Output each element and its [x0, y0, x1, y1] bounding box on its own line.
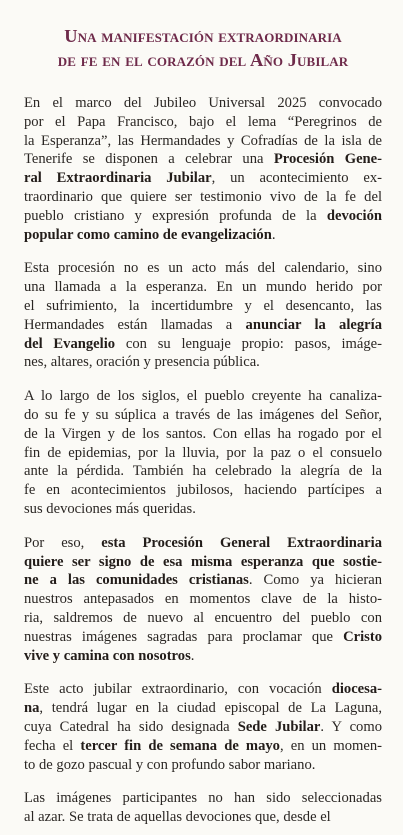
emphasis-text: anunciar la alegría: [245, 316, 383, 333]
text-run: . Como ya hicieran: [248, 572, 382, 589]
text-line: [24, 169, 382, 188]
text-run: Tenerife se disponen a celebrar una: [24, 151, 274, 168]
emphasis-text: devoción: [326, 207, 382, 224]
text-line: [24, 553, 382, 572]
text-run: nuestras imágenes sagradas para proclamar que: [24, 628, 344, 645]
article-body: [24, 94, 382, 827]
text-run: una llamada a la esperanza. En un mundo herido por: [24, 279, 382, 296]
text-run: to de gozo pascual y con profundo sabor mariano.: [24, 756, 316, 773]
text-run: . Y como: [320, 718, 382, 735]
emphasis-text: esta Procesión General Extraordinaria: [101, 534, 382, 551]
text-run: En el marco del Jubileo Universal 2025 convocado: [24, 95, 382, 111]
text-line: [24, 406, 382, 425]
text-line: [24, 481, 382, 500]
text-run: al azar. Se trata de aquellas devociones que, desde el: [24, 809, 331, 826]
text-run: Este acto jubilar extraordinario, con vocación: [24, 681, 332, 698]
text-line: [24, 756, 382, 775]
paragraph: [24, 789, 382, 827]
text-run: fin de epidemias, por la lluvia, por la paz o el consuelo: [24, 444, 382, 461]
text-line: [24, 462, 382, 481]
paragraph: [24, 680, 382, 774]
text-run: Hermandades están llamadas a: [24, 316, 246, 333]
emphasis-text: tercer fin de semana de mayo: [80, 737, 280, 754]
text-line: [24, 387, 382, 406]
emphasis-text: na: [24, 700, 40, 717]
text-run: do su fe y su súplica a través de las imágenes del Señor,: [24, 406, 382, 423]
emphasis-text: quiere ser signo de esa misma esperanza que sostie-: [24, 553, 382, 570]
text-run: ante la pérdida. También ha celebrado la alegría de la: [24, 463, 382, 480]
text-line: [24, 609, 382, 628]
text-line: [24, 808, 382, 827]
paragraph: [24, 259, 382, 372]
text-run: sus devociones más queridas.: [24, 500, 196, 517]
text-line: [24, 699, 382, 718]
text-line: [24, 628, 382, 647]
emphasis-text: ral Extraordinaria Jubilar: [24, 170, 212, 187]
text-line: [24, 226, 382, 245]
text-run: ria, saldremos de nuevo al encuentro del pueblo con: [24, 609, 382, 626]
paragraph: [24, 94, 382, 244]
title-line-1: Una manifestación extraordinaria: [64, 26, 342, 46]
text-run: Las imágenes participantes no han sido seleccionadas: [24, 790, 382, 807]
text-run: .: [190, 647, 195, 664]
text-run: la Esperanza”, las Hermandades y Cofradías de la isla de: [24, 132, 382, 149]
text-line: [24, 188, 382, 207]
text-run: fe en acontecimientos jubilosos, haciendo partícipes a: [24, 482, 382, 499]
text-line: [24, 207, 382, 226]
text-line: [24, 500, 382, 519]
text-line: [24, 590, 382, 609]
text-run: nes, altares, oración y presencia pública.: [24, 354, 260, 371]
text-run: , un acontecimiento ex-: [211, 170, 382, 187]
text-line: [24, 737, 382, 756]
text-run: por el Papa Francisco, bajo el lema “Peregrinos de: [24, 113, 382, 130]
text-line: [24, 534, 382, 553]
paragraph: [24, 387, 382, 519]
emphasis-text: Sede Jubilar: [237, 718, 321, 735]
text-run: .: [271, 226, 276, 243]
emphasis-text: Cristo: [343, 628, 382, 645]
text-run: , en un momen-: [279, 737, 382, 754]
text-run: traordinario que quiere ser testimonio vivo de la fe del: [24, 188, 382, 205]
text-line: [24, 132, 382, 151]
text-line: [24, 680, 382, 699]
text-line: [24, 278, 382, 297]
text-line: [24, 718, 382, 737]
emphasis-text: ne a las comunidades cristianas: [24, 572, 249, 589]
text-run: de la Virgen y de los santos. Con ellas ha rogado por el: [24, 425, 382, 442]
text-run: , tendrá lugar en la ciudad episcopal de La Laguna,: [39, 700, 382, 717]
text-line: [24, 113, 382, 132]
text-run: A lo largo de los siglos, el pueblo creyente ha canaliza-: [24, 388, 382, 405]
text-line: [24, 150, 382, 169]
text-run: Esta procesión no es un acto más del calendario, sino: [24, 260, 382, 277]
text-run: con su lenguaje propio: pasos, imáge-: [115, 335, 383, 352]
text-line: [24, 94, 382, 113]
emphasis-text: Procesión Gene-: [273, 151, 382, 168]
text-line: [24, 353, 382, 372]
text-line: [24, 571, 382, 590]
text-line: [24, 425, 382, 444]
emphasis-text: del Evangelio: [24, 335, 116, 352]
text-line: [24, 259, 382, 278]
text-run: nuestros antepasados en momentos clave de la histo-: [24, 591, 382, 608]
text-run: cuya Catedral ha sido designada: [24, 718, 238, 735]
text-line: [24, 297, 382, 316]
text-line: [24, 335, 382, 354]
text-line: [24, 789, 382, 808]
text-line: [24, 316, 382, 335]
text-line: [24, 444, 382, 463]
text-run: Por eso,: [24, 534, 102, 551]
paragraph: [24, 534, 382, 666]
emphasis-text: vive y camina con nosotros: [24, 647, 191, 664]
text-run: pueblo cristiano y expresión profunda de la: [24, 207, 327, 224]
emphasis-text: popular como camino de evangelización: [24, 226, 272, 243]
text-run: el sufrimiento, la incertidumbre y el desencanto, las: [24, 297, 382, 314]
document-title: [24, 24, 382, 72]
emphasis-text: diocesa-: [331, 681, 382, 698]
text-line: [24, 647, 382, 666]
text-run: fecha el: [24, 737, 81, 754]
title-line-2: de fe en el corazón del Año Jubilar: [57, 50, 349, 70]
